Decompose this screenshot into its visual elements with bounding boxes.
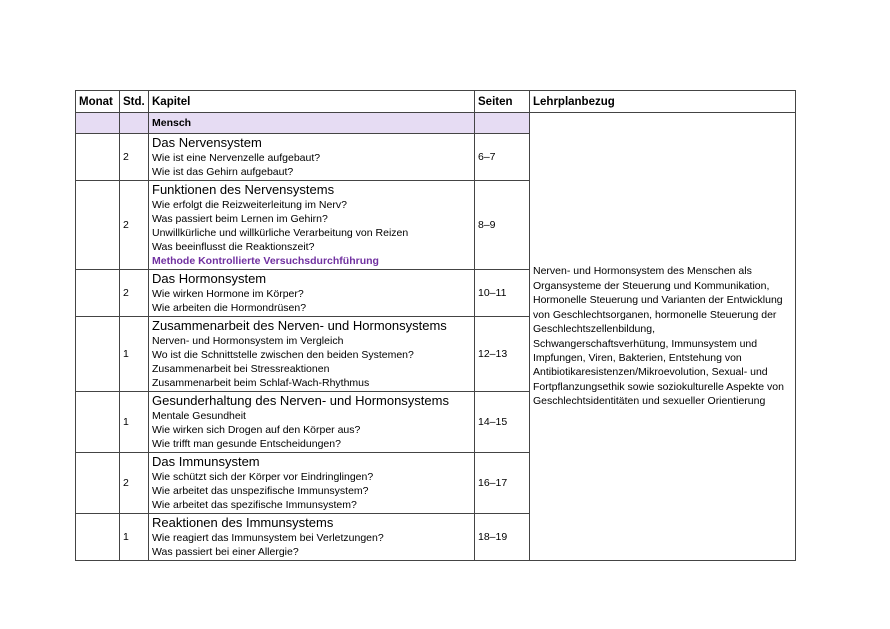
header-row	[76, 91, 796, 113]
chapter-topic: Nerven- und Hormonsystem im Vergleich	[152, 335, 344, 347]
monat-cell	[76, 317, 120, 392]
header-kapitel: Kapitel	[149, 91, 475, 113]
lehrplanbezug-cell: Nerven- und Hormonsystem des Menschen als Organsysteme der Steuerung und Kommunikation, Hormonelle Steuerung und Varianten der Entwicklung von Geschlechtsorganen, hormonelle Steuerung der Geschlechtszellenbildung, Schwangerschaftsverhütung, Immunsystem und Impfungen, Viren, Bakterien, Entstehung von Antibiotikaresistenzen/Mikroevolution, Sexual- und Fortpflanzungsethik sowie soziokulturelle Aspekte von Geschlechtsidentitäten und sexueller Orientierung	[530, 113, 796, 561]
chapter-title: Das Hormonsystem	[152, 271, 267, 286]
section-monat-cell	[76, 113, 120, 134]
chapter-title: Das Nervensystem	[152, 135, 262, 150]
chapter-title: Gesunderhaltung des Nerven- und Hormonsystems	[152, 393, 449, 408]
chapter-topic: Wie erfolgt die Reizweiterleitung im Nerv?	[152, 199, 347, 211]
chapter-topic: Wie ist eine Nervenzelle aufgebaut?	[152, 152, 321, 164]
std-cell: 2	[120, 134, 149, 181]
kapitel-cell	[149, 514, 475, 561]
kapitel-cell	[149, 134, 475, 181]
pages-cell: 14–15	[475, 392, 530, 453]
chapter-topic: Wie wirken Hormone im Körper?	[152, 288, 304, 300]
chapter-title: Funktionen des Nervensystems	[152, 182, 335, 197]
kapitel-cell	[149, 270, 475, 317]
section-pages-cell	[475, 113, 530, 134]
chapter-topic: Wie schützt sich der Körper vor Eindringlingen?	[152, 471, 374, 483]
chapter-topic: Zusammenarbeit beim Schlaf-Wach-Rhythmus	[152, 377, 370, 389]
chapter-topic: Wo ist die Schnittstelle zwischen den beiden Systemen?	[152, 349, 414, 361]
section-label: Mensch	[149, 113, 475, 134]
chapter-topic: Was beeinflusst die Reaktionszeit?	[152, 241, 315, 253]
monat-cell	[76, 514, 120, 561]
chapter-title: Das Immunsystem	[152, 454, 260, 469]
header-lehrplanbezug: Lehrplanbezug	[530, 91, 796, 113]
chapter-topic: Was passiert beim Lernen im Gehirn?	[152, 213, 328, 225]
pages-cell: 16–17	[475, 453, 530, 514]
pages-cell: 6–7	[475, 134, 530, 181]
monat-cell	[76, 181, 120, 270]
kapitel-cell	[149, 392, 475, 453]
kapitel-cell	[149, 317, 475, 392]
pages-cell: 10–11	[475, 270, 530, 317]
monat-cell	[76, 392, 120, 453]
chapter-topic: Wie arbeiten die Hormondrüsen?	[152, 302, 307, 314]
chapter-topic: Was passiert bei einer Allergie?	[152, 546, 299, 558]
header-seiten: Seiten	[475, 91, 530, 113]
chapter-topic: Mentale Gesundheit	[152, 410, 246, 422]
kapitel-cell	[149, 181, 475, 270]
pages-cell: 8–9	[475, 181, 530, 270]
chapter-topic: Wie trifft man gesunde Entscheidungen?	[152, 438, 341, 450]
pages-cell: 12–13	[475, 317, 530, 392]
chapter-topic: Wie wirken sich Drogen auf den Körper aus?	[152, 424, 361, 436]
chapter-topic: Wie ist das Gehirn aufgebaut?	[152, 166, 294, 178]
chapter-title: Zusammenarbeit des Nerven- und Hormonsystems	[152, 318, 447, 333]
std-cell: 2	[120, 270, 149, 317]
std-cell: 1	[120, 392, 149, 453]
monat-cell	[76, 453, 120, 514]
chapter-topic: Zusammenarbeit bei Stressreaktionen	[152, 363, 330, 375]
chapter-topic: Wie arbeitet das unspezifische Immunsystem?	[152, 485, 369, 497]
method-note: Methode Kontrollierte Versuchsdurchführung	[152, 255, 379, 267]
header-monat: Monat	[76, 91, 120, 113]
chapter-topic: Wie reagiert das Immunsystem bei Verletzungen?	[152, 532, 384, 544]
header-std: Std.	[120, 91, 149, 113]
kapitel-cell	[149, 453, 475, 514]
chapter-title: Reaktionen des Immunsystems	[152, 515, 334, 530]
std-cell: 2	[120, 453, 149, 514]
section-row	[76, 113, 796, 134]
curriculum-table	[75, 90, 796, 561]
chapter-topic: Wie arbeitet das spezifische Immunsystem?	[152, 499, 357, 511]
monat-cell	[76, 134, 120, 181]
chapter-topic: Unwillkürliche und willkürliche Verarbeitung von Reizen	[152, 227, 409, 239]
monat-cell	[76, 270, 120, 317]
section-std-cell	[120, 113, 149, 134]
std-cell: 2	[120, 181, 149, 270]
std-cell: 1	[120, 514, 149, 561]
std-cell: 1	[120, 317, 149, 392]
pages-cell: 18–19	[475, 514, 530, 561]
